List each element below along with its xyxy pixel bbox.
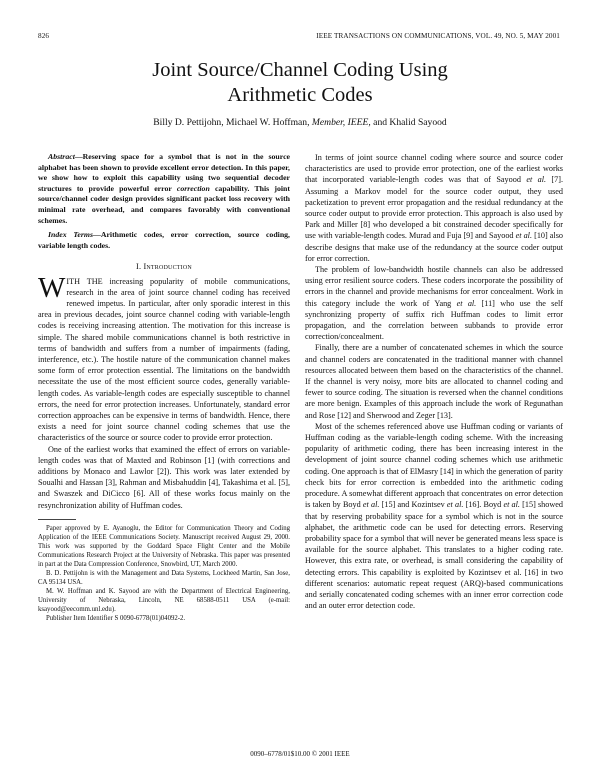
- right-paragraph-2: [305, 264, 563, 342]
- intro-p1-text: increasing popularity of mobile communications, research in the area of joint source channel coding has received renewed impetus. In particular, after only sporadic interest in this area in previous decades, joint source channel coding with variable-length codes is receiving increasing attention. The motivation for this increase is simple. The shared mobile communications channel is both restrictive in terms of bandwidth and suffers from a number of impairments (fading, interference, etc.). The hostile nature of the communication channel makes some form of error protection essential. The limitations on the bandwidth necessitate the use of the most efficient source codes, generally variable-length codes. As variable-length codes are especially susceptible to channel errors, the need for error protection increases. Unfortunately, standard error correction approaches can be expensive in terms of bandwidth. Hence, there exists a need for joint source channel coding schemes that use the characteristics of the source or source coder to provide error protection.: [38, 276, 290, 443]
- rp1-etal2: et al.: [515, 231, 533, 241]
- right-paragraph-1: [305, 152, 563, 264]
- footnote-3: M. W. Hoffman and K. Sayood are with the Department of Electrical Engineering, University of Nebraska, Lincoln, NE 68588-0511 USA (e-mail: ksayood@eecomm.unl.edu).: [38, 587, 290, 613]
- left-column: [38, 152, 290, 623]
- running-header: [38, 32, 560, 44]
- paper-title: [60, 58, 540, 108]
- journal-citation: IEEE TRANSACTIONS ON COMMUNICATIONS, VOL. 49, NO. 5, MAY 2001: [316, 32, 560, 40]
- rp2-a: The problem of low-bandwidth hostile channels can also be addressed using error resilient source coders. These coders incorporate the possibility of errors in the channel and provide mechanisms for error concealment. Work in this category include the work of Yang: [305, 265, 563, 308]
- authors-member: Member, IEEE,: [311, 117, 371, 128]
- footnote-2: B. D. Pettijohn is with the Management and Data Systems, Lockheed Martin, San Jose, CA 95134 USA.: [38, 569, 290, 586]
- intro-paragraph-1: [38, 271, 290, 444]
- abstract-text-em: correction: [176, 183, 210, 193]
- abstract-text-b: capability. This joint source/channel coder design provides significant packet loss recovery with minimal rate overhead, and compares favorably with conventional schemes.: [38, 183, 290, 225]
- right-paragraph-4: [305, 421, 563, 611]
- drop-cap: W: [38, 271, 66, 304]
- index-terms-text: —Arithmetic codes, error correction, source coding, variable length codes.: [38, 230, 291, 250]
- footnote-1: Paper approved by E. Ayanoglu, the Editor for Communication Theory and Coding Application of the IEEE Communications Society. Manuscript received August 29, 2000. This work was supported by the Goddard Space Flight Center and the Mobile Communications Research Project at the University of Nebraska. This paper was presented in part at the Data Compression Conference, Snowbird, UT, March 2000.: [38, 524, 290, 568]
- authors-part-a: Billy D. Pettijohn, Michael W. Hoffman,: [153, 117, 312, 128]
- intro-body: [38, 271, 290, 511]
- section-heading-introduction: I. Introduction: [136, 262, 192, 272]
- rp1-a: In terms of joint source channel coding where source and source coder characteristics are used to provide error protection, one of the earliest works that incorporated variable-length codes was that of Sayood: [305, 153, 563, 185]
- title-line-2: Arithmetic Codes: [227, 84, 373, 106]
- index-terms: [38, 230, 290, 251]
- rp1-c: [10] also describe designs that make use of the redundancy at the source coder output for error correction.: [305, 231, 563, 263]
- abstract: [38, 152, 290, 226]
- rp4-d: [15] showed that by reserving probability space for a symbol which is not in the source alphabet, the arithmetic code can be used for detecting errors. Reserving probability space for a symbol that will never be generated means less space is available for the source alphabet. This translates to a higher coding rate. However, this extra rate, or overhead, is small considering the capability of detecting errors. This capability is exploited by Kozintsev et al. [16] in two different scenarios: automatic repeat request (ARQ)-based communications and serially concatenated coding schemes with an inner error correction code and an outer error detection code.: [305, 500, 564, 611]
- rp1-etal: et al.: [526, 175, 547, 185]
- right-paragraph-3: Finally, there are a number of concatenated schemes in which the source and channel coders are concatenated in the traditional manner with channel resources allocated between them based on the characteristics of the channel. If the channel is very noisy, more bits are allocated to channel coding and fewer to source coding. The situation is reversed when the channel conditions are more benign. Examples of this approach include the work of Regunathan and Rose [12] and Sherwood and Zeger [13].: [305, 343, 563, 420]
- rp4-c: [16]. Boyd: [463, 500, 504, 510]
- abstract-text-a: —Reserving space for a symbol that is not in the source alphabet has been shown to provide excellent error detection. In this paper, we show how to exploit this capability using two sequential decoder structures to provide powerful error: [38, 152, 290, 193]
- copyright-line: 0090–6778/01$10.00 © 2001 IEEE: [250, 750, 350, 758]
- index-terms-label: Index Terms: [48, 230, 94, 240]
- title-line-1: Joint Source/Channel Coding Using: [152, 59, 448, 81]
- right-column: [305, 152, 563, 611]
- rp1-b: [7]. Assuming a Markov model for the source coder output, they used packetization to prevent error propagation and the residual redundancy at the source coder output to provide error protection. This approach is also used by Park and Miller [8] who developed a bit constrained decoder specifically for use with variable-length codes. Murad and Fuja [9] and Sayood: [305, 175, 564, 241]
- footnotes: [38, 524, 290, 623]
- rp2-b: [11] who use the self synchronizing property of suffix rich Huffman codes to limit error propagation, and the correlation between subbands to provide error correction/concealment.: [305, 298, 563, 342]
- rp2-etal: et al.: [456, 298, 477, 308]
- rp4-etal2: et al.: [446, 500, 464, 510]
- rp4-etal3: et al.: [503, 500, 520, 510]
- rp4-etal: et al.: [362, 500, 380, 510]
- footnote-4: Publisher Item Identifier S 0090-6778(01)04092-2.: [46, 614, 186, 622]
- rp4-a: Most of the schemes referenced above use Huffman coding or variants of Huffman coding as the variable-length coding scheme. With the increasing popularity of arithmetic coding, there has been increasing interest in the development of joint source channel coding schemes which use arithmetic coding. One approach is that of ElMasry [14] in which the generation of parity check bits for error correction is embedded into the arithmetic coding procedure. A somewhat different approach that concentrates on error detection is taken by Boyd: [305, 421, 563, 510]
- abstract-label: Abstract: [48, 152, 75, 161]
- authors-part-b: and Khalid Sayood: [370, 117, 447, 128]
- intro-lead-in: ITH THE: [66, 276, 103, 286]
- footnote-rule: [38, 519, 76, 520]
- intro-paragraph-2: One of the earliest works that examined the effect of errors on variable-length codes was that of Maxted and Robinson [1] (with corrections and additions by Monaco and Lawlor [2]). This work was later extended by Soualhi and Hassan [3], Rahman and Misbahuddin [4], Takashima et al. [5], and Swaszek and DiCicco [6]. All of these works focus mainly on the resynchronization ability of Huffman codes.: [38, 444, 290, 510]
- author-list: [40, 117, 560, 128]
- rp4-b: [15] and Kozintsev: [379, 500, 447, 510]
- page-number: 826: [38, 32, 50, 40]
